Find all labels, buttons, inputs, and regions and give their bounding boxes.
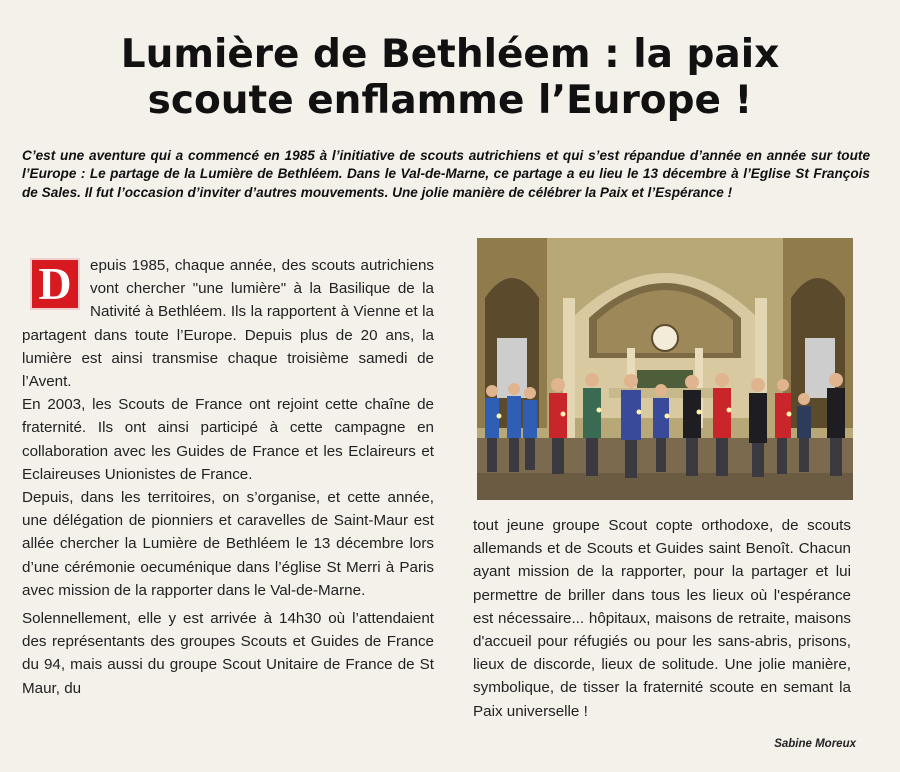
article-intro: C’est une aventure qui a commencé en 1985 à l’initiative de scouts autrichiens et qui s’est répandue d’année en année sur toute l’Europe : Le partage de la Lumière de Bethléem. Dans le Val-de-Marne, ce partage a eu lieu le 13 décembre à l’Eglise St François de Sales. Il fut l’occasion d’inviter d’autres mouvements. Une jolie manière de célébrer la Paix et l’Espérance ! [22, 148, 870, 200]
paragraph-4: Solennellement, elle y est arrivée à 14h30 où l’attendaient des représentants des groupes Scouts et Guides de France du 94, mais aussi du groupe Scout Unitaire de France de St Maur, du [22, 610, 434, 697]
left-column [22, 254, 434, 700]
author-byline: Sabine Moreux [774, 738, 856, 750]
title-line-2: scoute enflamme l’Europe ! [147, 78, 753, 123]
church-group-photo [477, 238, 853, 500]
drop-cap: D [30, 258, 80, 310]
title-line-1: Lumière de Bethléem : la paix [120, 32, 780, 77]
paragraph-3: Depuis, dans les territoires, on s’organise, et cette année, une délégation de pionniers et caravelles de Saint-Maur est allée chercher la Lumière de Bethléem le 13 décembre lors d’une cérémonie oecuménique dans l’église St Merri à Paris avec mission de la rapporter dans le Val-de-Marne. [22, 489, 434, 599]
paragraph-2: En 2003, les Scouts de France ont rejoint cette chaîne de fraternité. Ils ont ainsi participé à cette campagne en collaboration avec les Guides de France et les Eclaireurs et Eclaireuses Unionistes de France. [22, 396, 434, 483]
paragraph-1 [22, 254, 434, 393]
right-column-text: tout jeune groupe Scout copte orthodoxe, de scouts allemands et de Scouts et Guides saint Benoît. Chacun ayant mission de la rapporter, pour la partager et lui permettre de briller dans tous les lieux où l'espérance est nécessaire... hôpitaux, maisons de retraite, maisons d'accueil pour réfugiés ou pour les sans-abris, prisons, lieux de discorde, lieux de solitude. Une jolie manière, symbolique, de tisser la fraternité scoute en semant la Paix universelle ! [473, 517, 851, 720]
article-title [20, 32, 880, 124]
paragraph-1-text: epuis 1985, chaque année, des scouts autrichiens vont chercher "une lumière" à la Basilique de la Nativité à Bethléem. Ils la rapportent à Vienne et la partagent dans toute l’Europe. Depuis plus de 20 ans, la lumière est ainsi transmise chaque troisième samedi de l’Avent. [22, 257, 434, 391]
church-photo-illustration [477, 238, 853, 500]
